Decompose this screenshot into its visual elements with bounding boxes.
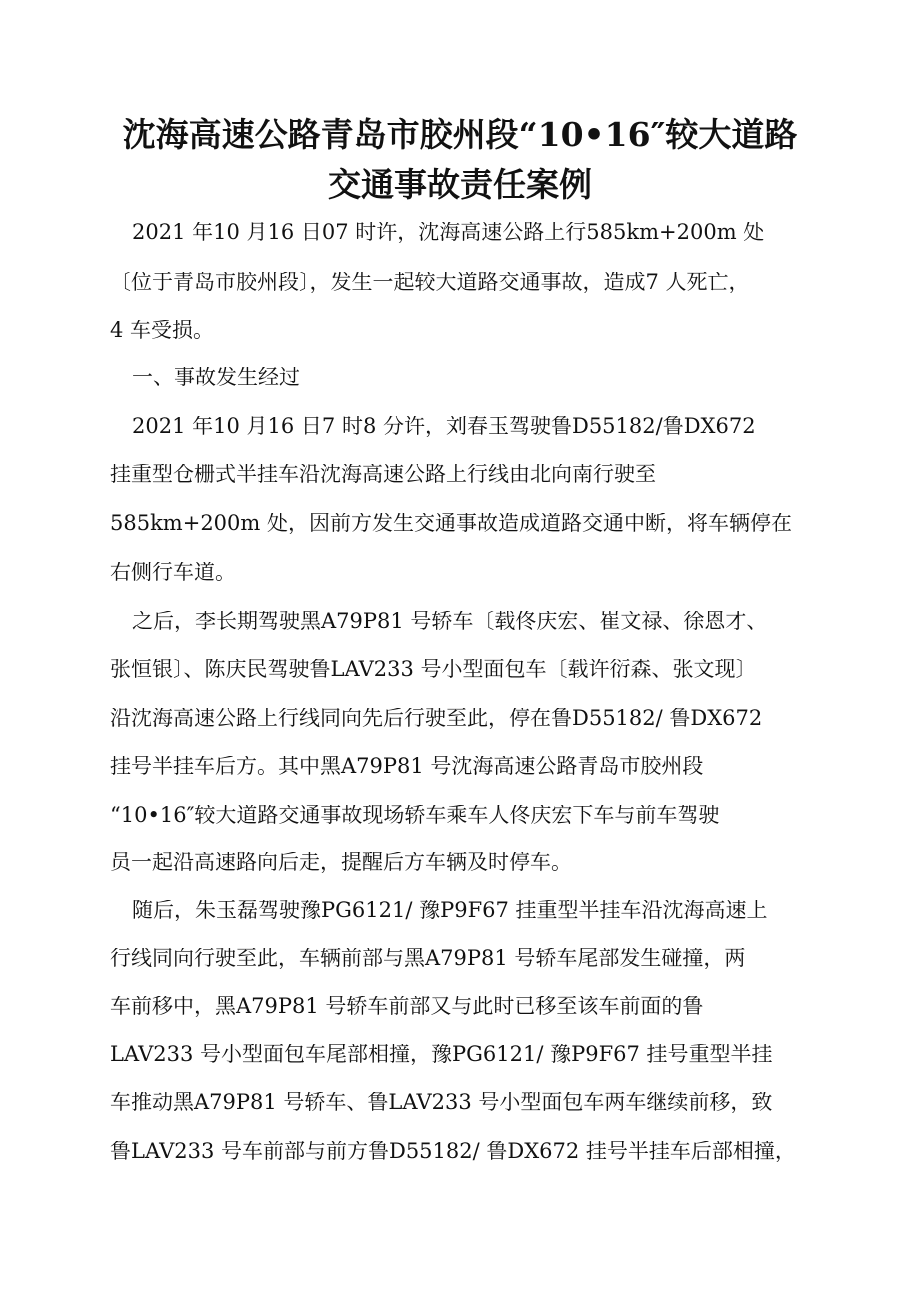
body-line: 张恒银〕、陈庆民驾驶鲁LAV233 号小型面包车〔载许衍森、张文现〕 bbox=[110, 659, 757, 680]
body-line: 右侧行车道。 bbox=[110, 562, 236, 583]
body-line: 沿沈海高速公路上行线同向先后行驶至此，停在鲁D55182/ 鲁DX672 bbox=[110, 708, 763, 729]
body-line: 2021 年10 月16 日07 时许，沈海高速公路上行585km+200m 处 bbox=[132, 222, 765, 243]
body-line: 车前移中，黑A79P81 号轿车前部又与此时已移至该车前面的鲁 bbox=[110, 996, 704, 1017]
document-title-line-2: 交通事故责任案例 bbox=[328, 165, 592, 204]
body-line: LAV233 号小型面包车尾部相撞，豫PG6121/ 豫P9F67 挂号重型半挂 bbox=[110, 1044, 773, 1065]
body-line: 〔位于青岛市胶州段〕，发生一起较大道路交通事故，造成7 人死亡， bbox=[110, 272, 750, 293]
body-line: 车推动黑A79P81 号轿车、鲁LAV233 号小型面包车两车继续前移，致 bbox=[110, 1092, 773, 1113]
body-line: 鲁LAV233 号车前部与前方鲁D55182/ 鲁DX672 挂号半挂车后部相撞， bbox=[110, 1141, 796, 1162]
section-heading: 一、事故发生经过 bbox=[132, 367, 300, 388]
body-line: 585km+200m 处，因前方发生交通事故造成道路交通中断，将车辆停在 bbox=[110, 513, 792, 534]
body-line: 挂号半挂车后方。其中黑A79P81 号沈海高速公路青岛市胶州段 bbox=[110, 756, 704, 777]
document-title-line-1: 沈海高速公路青岛市胶州段“10•16″较大道路 bbox=[122, 115, 798, 154]
body-line: 之后，李长期驾驶黑A79P81 号轿车〔载佟庆宏、崔文禄、徐恩才、 bbox=[132, 611, 768, 632]
body-line: 2021 年10 月16 日7 时8 分许，刘春玉驾驶鲁D55182/鲁DX672 bbox=[132, 416, 756, 437]
body-line: “10•16″较大道路交通事故现场轿车乘车人佟庆宏下车与前车驾驶 bbox=[110, 805, 720, 826]
body-line: 员一起沿高速路向后走，提醒后方车辆及时停车。 bbox=[110, 852, 572, 873]
body-line: 随后，朱玉磊驾驶豫PG6121/ 豫P9F67 挂重型半挂车沿沈海高速上 bbox=[132, 900, 768, 921]
body-line: 行线同向行驶至此，车辆前部与黑A79P81 号轿车尾部发生碰撞，两 bbox=[110, 948, 746, 969]
body-line: 4 车受损。 bbox=[110, 320, 215, 341]
body-line: 挂重型仓栅式半挂车沿沈海高速公路上行线由北向南行驶至 bbox=[110, 464, 656, 485]
